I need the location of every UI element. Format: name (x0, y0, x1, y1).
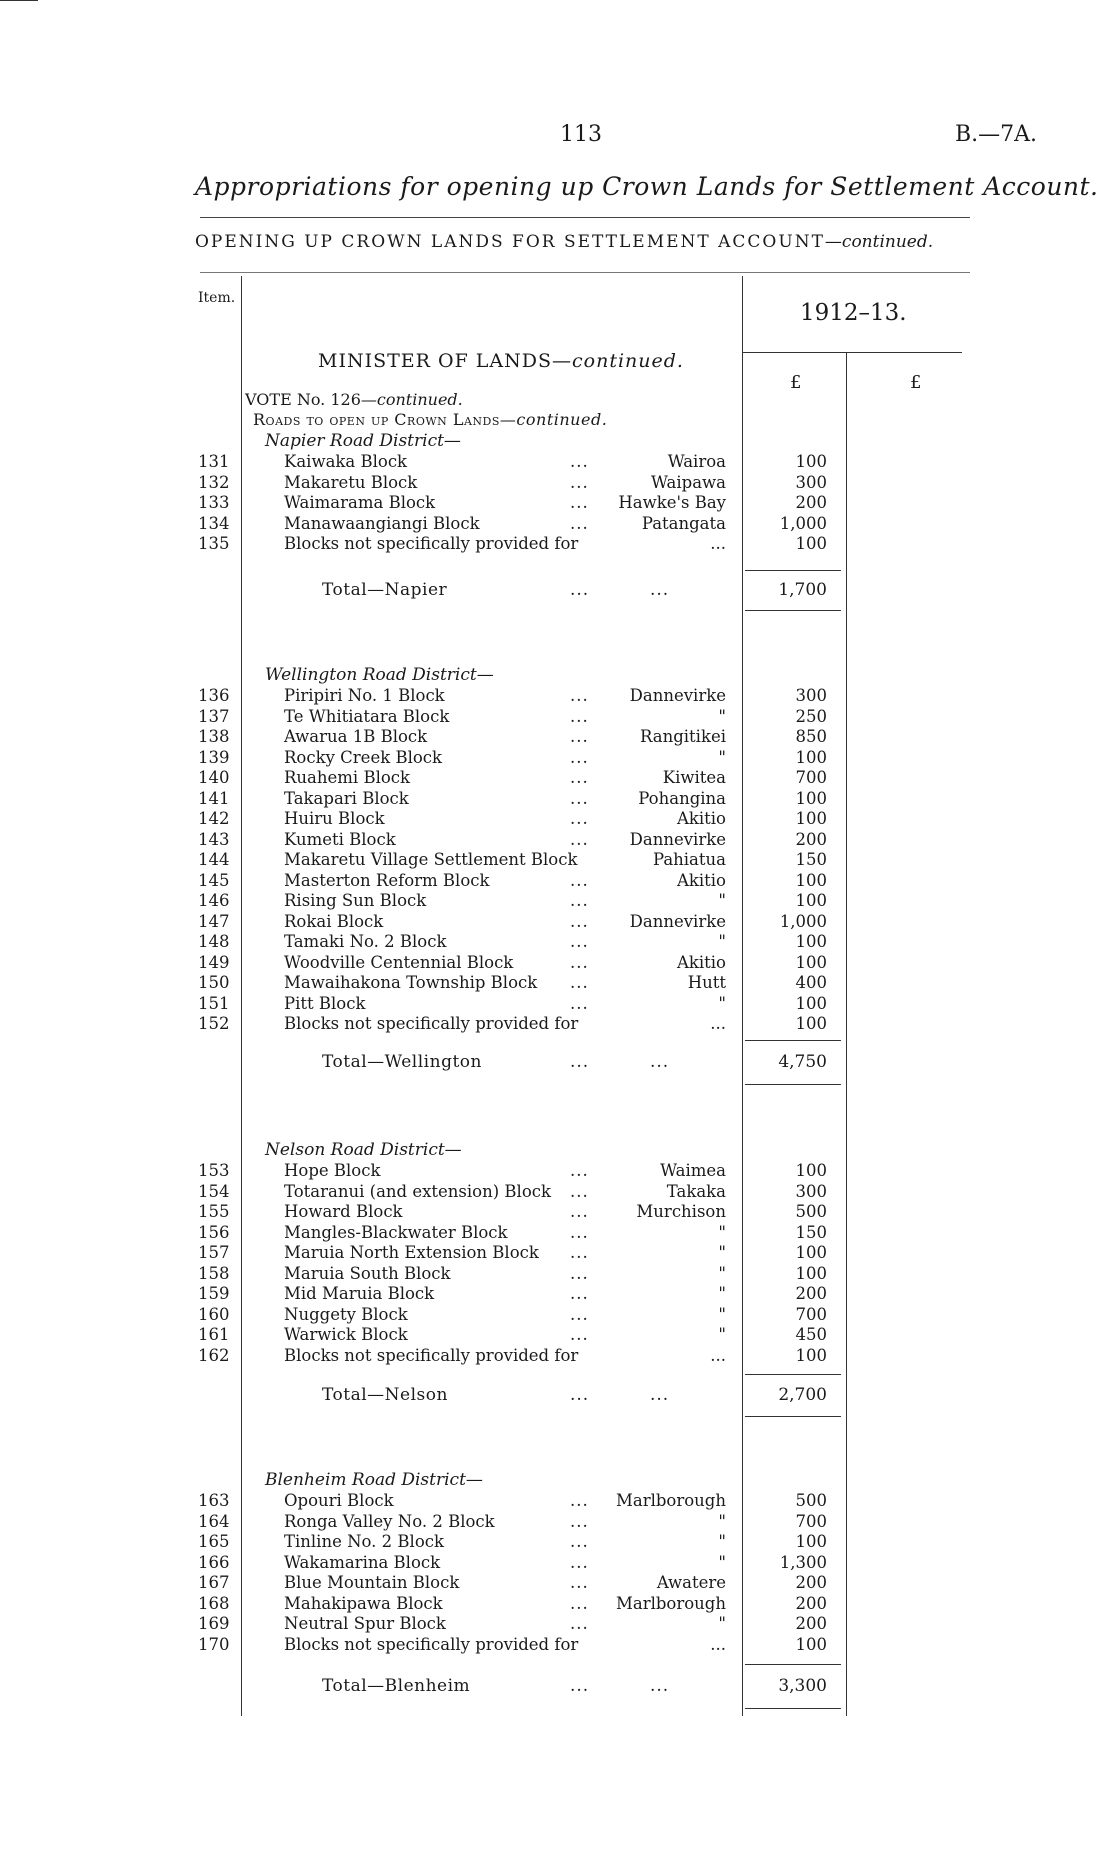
wellington-total-label: Total—Wellington (322, 1052, 482, 1072)
item-number: 149 (198, 952, 230, 972)
subtitle-rule (200, 272, 970, 273)
table-row (0, 953, 1114, 973)
location: " (718, 1552, 726, 1572)
table-row (0, 1635, 1114, 1655)
minister-label: MINISTER OF LANDS (318, 350, 553, 372)
amount: 200 (795, 1614, 827, 1633)
document-reference: B.—7A. (955, 122, 1038, 147)
blenheim-total-row (0, 1676, 1114, 1698)
block-name: Mawaihakona Township Block (284, 973, 538, 992)
leader-dots: ... (570, 788, 589, 808)
leader-dots: ... (570, 513, 589, 533)
location: " (718, 1511, 726, 1531)
wellington-total-rule (745, 1084, 841, 1085)
leader-dots: ... (570, 1202, 589, 1221)
table-row (0, 809, 1114, 829)
item-number: 133 (198, 493, 230, 512)
leader-dots: ... (570, 1491, 589, 1510)
leader-dots: ... (570, 993, 589, 1013)
table-row (0, 1182, 1114, 1202)
amount: 100 (795, 1014, 827, 1033)
location: " (718, 993, 726, 1013)
amount: 500 (795, 1491, 827, 1510)
amount: 150 (795, 850, 827, 869)
amount: 100 (795, 1263, 827, 1283)
item-number: 158 (198, 1263, 230, 1283)
location: Hutt (687, 973, 726, 992)
location: Takaka (666, 1181, 726, 1201)
amount: 1,000 (779, 911, 827, 931)
location: Murchison (636, 1202, 726, 1221)
item-number: 139 (198, 747, 230, 767)
amount: 100 (795, 1634, 827, 1654)
item-number: 168 (198, 1593, 230, 1613)
leader-dots: ... (570, 727, 589, 746)
nelson-total-rule (745, 1416, 841, 1417)
item-number: 156 (198, 1222, 230, 1242)
table-row (0, 1573, 1114, 1593)
item-number: 142 (198, 809, 230, 828)
item-number: 160 (198, 1304, 230, 1324)
location: ... (710, 1014, 726, 1033)
amount: 200 (795, 1593, 827, 1613)
location: " (718, 1614, 726, 1633)
leader-dots: ... (570, 768, 589, 787)
location: Dannevirke (629, 911, 726, 931)
block-name: Mid Maruia Block (284, 1284, 435, 1303)
table-row (0, 1305, 1114, 1325)
table-row (0, 1594, 1114, 1614)
block-name: Opouri Block (284, 1491, 394, 1510)
leader-dots: ... (570, 472, 589, 492)
leader-dots: ... (570, 870, 589, 890)
table-row (0, 473, 1114, 493)
location: Waipawa (651, 472, 726, 492)
location: Dannevirke (629, 686, 726, 705)
page-title: Appropriations for opening up Crown Lands for Settlement Account. (195, 172, 1099, 201)
block-name: Maruia South Block (284, 1263, 451, 1283)
location: Marlborough (615, 1491, 726, 1510)
location: " (718, 1304, 726, 1324)
amount: 100 (795, 891, 827, 910)
title-rule (200, 217, 970, 218)
leader-dots: ... (570, 932, 589, 951)
table-row (0, 1346, 1114, 1366)
location: " (718, 747, 726, 767)
table-row (0, 493, 1114, 513)
leader-dots: ... (570, 1552, 589, 1572)
item-number: 161 (198, 1325, 230, 1344)
block-name: Woodville Centennial Block (284, 952, 514, 972)
leader-dots: ... (570, 1511, 589, 1531)
table-row (0, 1202, 1114, 1222)
item-number: 132 (198, 472, 230, 492)
leader-dots: ... (570, 1593, 589, 1613)
page-number: 113 (560, 122, 602, 147)
item-number: 159 (198, 1284, 230, 1303)
nelson-total-label: Total—Nelson (322, 1385, 448, 1405)
napier-total-dots-1: ... (570, 580, 590, 600)
block-name: Rocky Creek Block (284, 747, 443, 767)
table-row (0, 850, 1114, 870)
nelson-total-row (0, 1385, 1114, 1407)
block-name: Pitt Block (284, 993, 366, 1013)
table-row (0, 534, 1114, 554)
wellington-total-dots-2: ... (650, 1052, 670, 1072)
roads-continued: —continued. (499, 410, 608, 429)
napier-total-label: Total—Napier (322, 580, 448, 600)
location: Akitio (676, 809, 726, 828)
subtitle-main: OPENING UP CROWN LANDS FOR SETTLEMENT ACCOUNT (195, 232, 825, 252)
table-row (0, 1512, 1114, 1532)
item-number: 150 (198, 973, 230, 992)
item-number: 153 (198, 1161, 230, 1180)
nelson-total-amount: 2,700 (778, 1385, 827, 1405)
block-name: Blue Mountain Block (284, 1573, 460, 1592)
block-name: Hope Block (284, 1161, 381, 1180)
leader-dots: ... (570, 1284, 589, 1303)
vote-heading (245, 390, 463, 409)
table-row (0, 514, 1114, 534)
item-number: 162 (198, 1345, 230, 1365)
location: " (718, 1263, 726, 1283)
block-name: Rising Sun Block (284, 891, 427, 910)
amount: 100 (795, 1345, 827, 1365)
napier-subtotal-rule (745, 570, 841, 571)
amount: 500 (795, 1202, 827, 1221)
leader-dots: ... (570, 1263, 589, 1283)
vote-label: VOTE No. 126 (245, 390, 361, 409)
location: Patangata (641, 513, 726, 533)
leader-dots: ... (570, 686, 589, 705)
table-row (0, 727, 1114, 747)
leader-dots: ... (570, 1181, 589, 1201)
table-row (0, 912, 1114, 932)
wellington-total-dots-1: ... (570, 1052, 590, 1072)
location: " (718, 1284, 726, 1303)
vote-continued: —continued. (360, 390, 463, 409)
blenheim-total-label: Total—Blenheim (322, 1676, 471, 1696)
table-row (0, 830, 1114, 850)
block-name: Takapari Block (284, 788, 409, 808)
wellington-district-heading: Wellington Road District— (265, 665, 494, 685)
leader-dots: ... (570, 973, 589, 992)
block-name: Nuggety Block (284, 1304, 408, 1324)
location: Kiwitea (662, 768, 726, 787)
item-number: 144 (198, 850, 230, 869)
block-name: Manawaangiangi Block (284, 513, 480, 533)
location: Akitio (676, 870, 726, 890)
leader-dots: ... (570, 891, 589, 910)
pound-sign-1: £ (790, 372, 802, 393)
location: Awatere (656, 1573, 726, 1592)
leader-dots: ... (570, 706, 589, 726)
table-row (0, 1014, 1114, 1034)
nelson-district-heading: Nelson Road District— (265, 1140, 462, 1160)
table-row (0, 891, 1114, 911)
wellington-total-amount: 4,750 (778, 1052, 827, 1072)
block-name: Kumeti Block (284, 829, 396, 849)
leader-dots: ... (570, 952, 589, 972)
item-number: 137 (198, 706, 230, 726)
table-row (0, 1553, 1114, 1573)
amount: 100 (795, 1243, 827, 1262)
block-name: Wakamarina Block (284, 1552, 441, 1572)
block-name: Kaiwaka Block (284, 452, 408, 471)
location: " (718, 891, 726, 910)
location: Wairoa (667, 452, 726, 471)
block-name: Blocks not specifically provided for (284, 534, 579, 553)
block-name: Makaretu Block (284, 472, 418, 492)
napier-total-row (0, 580, 1114, 602)
block-name: Rokai Block (284, 911, 384, 931)
amount: 400 (795, 973, 827, 992)
amount: 100 (795, 452, 827, 471)
blenheim-total-amount: 3,300 (778, 1676, 827, 1696)
item-number: 155 (198, 1202, 230, 1221)
leader-dots: ... (570, 1222, 589, 1242)
table-row (0, 1614, 1114, 1634)
block-name: Masterton Reform Block (284, 870, 490, 890)
table-row (0, 452, 1114, 472)
block-name: Makaretu Village Settlement Block (284, 850, 578, 869)
item-number: 157 (198, 1243, 230, 1262)
block-name: Ruahemi Block (284, 768, 411, 787)
location: " (718, 1532, 726, 1551)
block-name: Piripiri No. 1 Block (284, 686, 445, 705)
amount: 200 (795, 829, 827, 849)
block-name: Mangles-Blackwater Block (284, 1222, 508, 1242)
block-name: Awarua 1B Block (284, 727, 428, 746)
location: Hawke's Bay (618, 493, 726, 512)
amount: 200 (795, 493, 827, 512)
location: " (718, 1325, 726, 1344)
leader-dots: ... (570, 1614, 589, 1633)
blenheim-total-rule (745, 1708, 841, 1709)
amount: 100 (795, 747, 827, 767)
location: Dannevirke (629, 829, 726, 849)
table-row (0, 768, 1114, 788)
leader-dots: ... (570, 1243, 589, 1262)
leader-dots: ... (570, 1573, 589, 1592)
item-number: 143 (198, 829, 230, 849)
item-number: 170 (198, 1634, 230, 1654)
amount: 300 (795, 472, 827, 492)
amount: 200 (795, 1284, 827, 1303)
minister-heading (318, 350, 684, 372)
item-number: 140 (198, 768, 230, 787)
item-number: 141 (198, 788, 230, 808)
item-number: 166 (198, 1552, 230, 1572)
leader-dots: ... (570, 1161, 589, 1180)
location: ... (710, 1634, 726, 1654)
nelson-subtotal-rule (745, 1374, 841, 1375)
block-name: Blocks not specifically provided for (284, 1345, 579, 1365)
item-number: 138 (198, 727, 230, 746)
item-number: 135 (198, 534, 230, 553)
table-row (0, 1264, 1114, 1284)
amount: 100 (795, 809, 827, 828)
amount: 1,300 (779, 1552, 827, 1572)
blenheim-district-heading: Blenheim Road District— (265, 1470, 483, 1490)
table-row (0, 1284, 1114, 1304)
year-column-header: 1912–13. (800, 300, 907, 326)
location: Waimea (660, 1161, 726, 1180)
item-number: 145 (198, 870, 230, 890)
napier-district-heading: Napier Road District— (265, 431, 461, 451)
block-name: Totaranui (and extension) Block (284, 1181, 551, 1201)
amount: 700 (795, 1511, 827, 1531)
blenheim-total-dots-1: ... (570, 1676, 590, 1696)
location: Pahiatua (652, 850, 726, 869)
minister-continued: —continued. (552, 350, 684, 372)
blenheim-total-dots-2: ... (650, 1676, 670, 1696)
location: ... (710, 1345, 726, 1365)
table-row (0, 748, 1114, 768)
item-number: 169 (198, 1614, 230, 1633)
roads-heading (253, 410, 607, 429)
napier-total-amount: 1,700 (778, 580, 827, 600)
item-header-underline (0, 0, 38, 1)
block-name: Tinline No. 2 Block (284, 1532, 444, 1551)
amount: 100 (795, 1161, 827, 1180)
block-name: Howard Block (284, 1202, 403, 1221)
item-number: 165 (198, 1532, 230, 1551)
block-name: Tamaki No. 2 Block (284, 932, 447, 951)
amount: 250 (795, 706, 827, 726)
item-number: 134 (198, 513, 230, 533)
leader-dots: ... (570, 809, 589, 828)
item-number: 167 (198, 1573, 230, 1592)
block-name: Blocks not specifically provided for (284, 1634, 579, 1654)
amount: 100 (795, 870, 827, 890)
amount: 300 (795, 1181, 827, 1201)
amount: 150 (795, 1222, 827, 1242)
location: Marlborough (615, 1593, 726, 1613)
amount: 100 (795, 788, 827, 808)
item-number: 147 (198, 911, 230, 931)
block-name: Maruia North Extension Block (284, 1243, 539, 1262)
location: ... (710, 534, 726, 553)
item-number: 146 (198, 891, 230, 910)
blenheim-subtotal-rule (745, 1664, 841, 1665)
location: Akitio (676, 952, 726, 972)
amount: 100 (795, 534, 827, 553)
leader-dots: ... (570, 452, 589, 471)
location: Rangitikei (639, 727, 726, 746)
wellington-total-row (0, 1052, 1114, 1074)
nelson-total-dots-2: ... (650, 1385, 670, 1405)
amount: 700 (795, 1304, 827, 1324)
block-name: Mahakipawa Block (284, 1593, 443, 1613)
table-row (0, 707, 1114, 727)
napier-total-rule (745, 610, 841, 611)
table-row (0, 871, 1114, 891)
table-row (0, 1223, 1114, 1243)
amount: 100 (795, 932, 827, 951)
block-name: Blocks not specifically provided for (284, 1014, 579, 1033)
block-name: Huiru Block (284, 809, 385, 828)
roads-label: Roads to open up Crown Lands (253, 410, 500, 429)
leader-dots: ... (570, 493, 589, 512)
leader-dots: ... (570, 911, 589, 931)
item-column-header: Item. (198, 290, 236, 306)
item-number: 164 (198, 1511, 230, 1531)
item-number: 151 (198, 993, 230, 1013)
amount: 1,000 (779, 513, 827, 533)
amount: 450 (795, 1325, 827, 1344)
table-row (0, 1532, 1114, 1552)
amount: 300 (795, 686, 827, 705)
section-subtitle (195, 232, 933, 252)
amount: 100 (795, 993, 827, 1013)
amount: 700 (795, 768, 827, 787)
item-number: 152 (198, 1014, 230, 1033)
table-row (0, 686, 1114, 706)
nelson-total-dots-1: ... (570, 1385, 590, 1405)
table-row (0, 932, 1114, 952)
item-number: 148 (198, 932, 230, 951)
table-row (0, 994, 1114, 1014)
pound-sign-2: £ (910, 372, 922, 393)
location: " (718, 706, 726, 726)
block-name: Warwick Block (284, 1325, 408, 1344)
location: " (718, 1243, 726, 1262)
leader-dots: ... (570, 747, 589, 767)
table-row (0, 973, 1114, 993)
item-number: 136 (198, 686, 230, 705)
amount: 850 (795, 727, 827, 746)
block-name: Neutral Spur Block (284, 1614, 446, 1633)
wellington-subtotal-rule (745, 1040, 841, 1041)
amount: 100 (795, 952, 827, 972)
table-row (0, 789, 1114, 809)
location: Pohangina (638, 788, 726, 808)
table-row (0, 1243, 1114, 1263)
amount: 200 (795, 1573, 827, 1592)
item-number: 154 (198, 1181, 230, 1201)
location: " (718, 1222, 726, 1242)
item-number: 131 (198, 452, 230, 471)
block-name: Waimarama Block (284, 493, 436, 512)
leader-dots: ... (570, 1304, 589, 1324)
item-number: 163 (198, 1491, 230, 1510)
year-header-rule (742, 352, 962, 353)
amount: 100 (795, 1532, 827, 1551)
leader-dots: ... (570, 1532, 589, 1551)
block-name: Ronga Valley No. 2 Block (284, 1511, 495, 1531)
napier-total-dots-2: ... (650, 580, 670, 600)
leader-dots: ... (570, 1325, 589, 1344)
table-row (0, 1325, 1114, 1345)
block-name: Te Whitiatara Block (284, 706, 450, 726)
table-row (0, 1161, 1114, 1181)
subtitle-continued: —continued. (824, 232, 934, 252)
location: " (718, 932, 726, 951)
table-row (0, 1491, 1114, 1511)
leader-dots: ... (570, 829, 589, 849)
